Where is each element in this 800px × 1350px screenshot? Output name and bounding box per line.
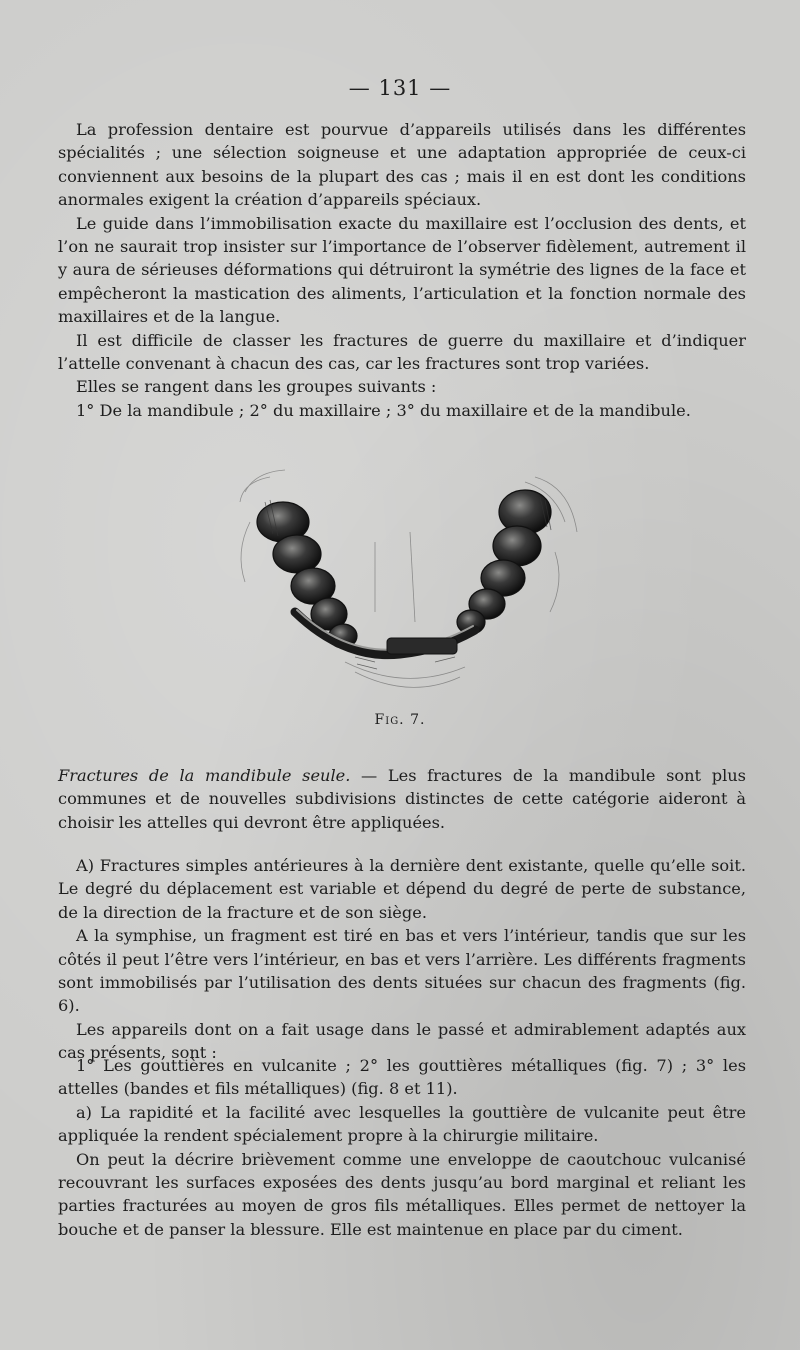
paragraph: Il est difficile de classer les fractures de guerre du maxillaire et d’indiquer l’attelle convenant à chacun des cas, car les fractures sont trop variées. bbox=[58, 330, 746, 374]
paragraph: Les appareils dont on a fait usage dans le passé et admirablement adaptés aux cas présents, sont : bbox=[58, 1019, 746, 1063]
section-text-block bbox=[58, 764, 746, 834]
paragraph: La profession dentaire est pourvue d’appareils utilisés dans les différentes spécialités ; une sélection soigneuse et une adaptation appropriée de ceux-ci conviennent aux besoins de la plupart des cas ; mais il en est dont les conditions anormales exigent la création d’appareils spéciaux. bbox=[58, 120, 746, 210]
right-molars bbox=[457, 490, 551, 634]
page-number: — 131 — bbox=[348, 76, 452, 100]
figure-caption: Fig. 7. bbox=[374, 712, 426, 728]
fracture-text-block bbox=[58, 854, 746, 1065]
paragraph: 1° De la mandibule ; 2° du maxillaire ; 3° du maxillaire et de la mandibule. bbox=[76, 400, 691, 420]
paragraph: A) Fractures simples antérieures à la dernière dent existante, quelle qu’elle soit. Le degré du déplacement est variable et dépend du degré de perte de substance, de la direction de la fracture et de son siège. bbox=[58, 856, 746, 922]
appliances-text-block bbox=[58, 1054, 746, 1241]
paragraph: Le guide dans l’immobilisation exacte du maxillaire est l’occlusion des dents, et l’on ne saurait trop insister sur l’importance de l’observer fidèlement, autrement il y aura de sérieuses déformations qui détruiront la symétrie des lignes de la face et empêcheront la mastication des aliments, l’articulation et la fonction normale des maxillaires et de la langue. bbox=[58, 213, 746, 327]
paragraph: A la symphise, un fragment est tiré en bas et vers l’intérieur, tandis que sur les côtés il peut l’être vers l’intérieur, en bas et vers l’arrière. Les différents fragments sont immobilisés par l’utilisation des dents situées sur chacun des fragments (fig. 6). bbox=[58, 926, 746, 1016]
figure-7-dental-splint-illustration bbox=[225, 462, 585, 697]
paragraph: Elles se rangent dans les groupes suivants : bbox=[76, 377, 437, 397]
section-paragraph bbox=[58, 764, 746, 834]
paragraph: 1° Les gouttières en vulcanite ; 2° les gouttières métalliques (fig. 7) ; 3° les attelles (bandes et fils métalliques) (fig. 8 et 11). bbox=[58, 1056, 746, 1099]
section-heading-text: — Les fractures de la mandibule sont plus communes et de nouvelles subdivisions distinctes de cette catégorie aideront à choisir les attelles qui devront être appliquées. bbox=[58, 766, 746, 832]
intro-text-block bbox=[58, 118, 746, 422]
paragraph: a) La rapidité et la facilité avec lesquelles la gouttière de vulcanite peut être appliquée la rendent spécialement propre à la chirurgie militaire. bbox=[58, 1102, 746, 1146]
section-heading: Fractures de la mandibule seule. bbox=[58, 766, 351, 785]
splint-drawing bbox=[225, 462, 585, 697]
paragraph: On peut la décrire brièvement comme une enveloppe de caoutchouc vulcanisé recouvrant les surfaces exposées des dents jusqu’au bord marginal et reliant les parties fracturées au moyen de gros fils métalliques. Elles permet de nettoyer la bouche et de panser la blessure. Elle est maintenue en place par du ciment. bbox=[58, 1149, 746, 1239]
